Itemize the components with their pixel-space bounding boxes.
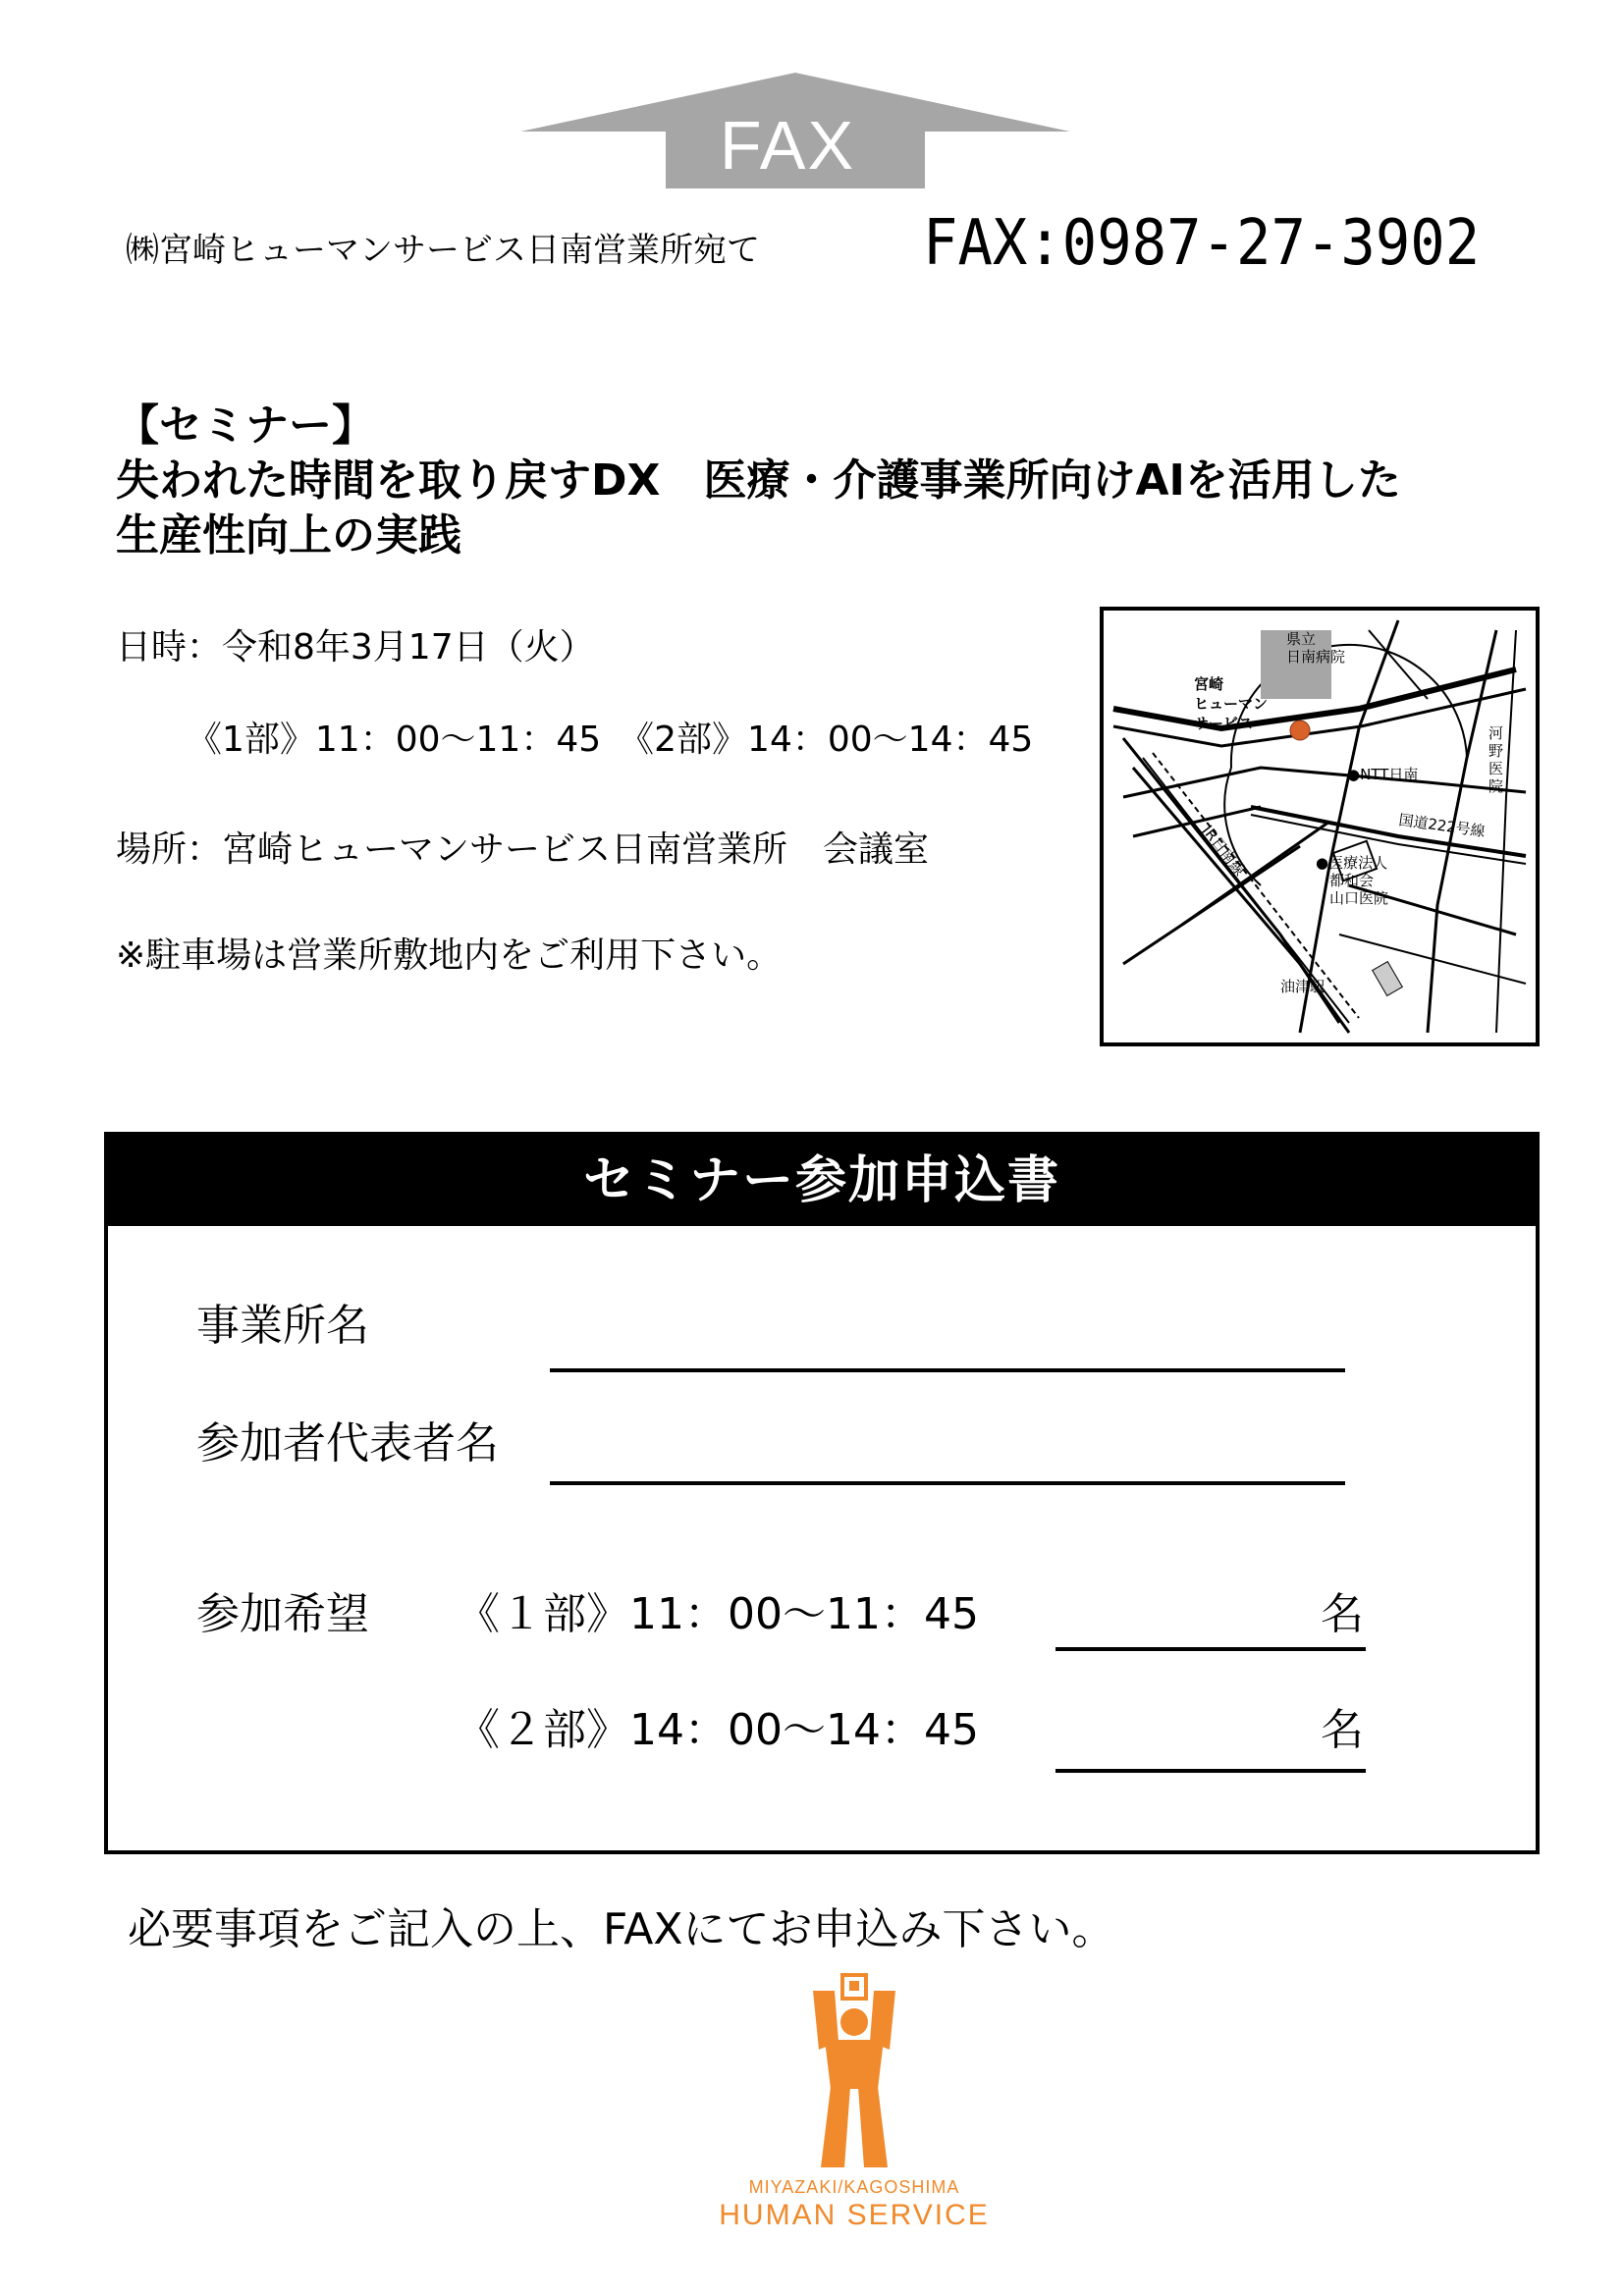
map-company-label-3: サービス [1194,715,1254,732]
map-clinic-label-3: 山口医院 [1329,889,1389,907]
map-company-label-1: 宮崎 [1194,675,1224,693]
footer-note: 必要事項をご記入の上、FAXにてお申込み下さい。 [128,1904,1115,1954]
session1-count-field[interactable] [1055,1647,1366,1651]
map-station-label: 油津駅 [1280,978,1325,995]
representative-name-field[interactable] [550,1481,1345,1485]
map-hospital-label-1: 県立 [1286,630,1317,648]
map-kouno-label-1: 河 [1488,724,1504,742]
map-clinic-label-2: 都和会 [1329,872,1375,889]
session2-label: 《２部》14：00～14：45 [457,1705,979,1755]
seminar-title-line1: 失われた時間を取り戻すDX 医療・介護事業所向けAIを活用した [116,455,1401,506]
session2-count-field[interactable] [1055,1769,1366,1773]
representative-name-label: 参加者代表者名 [196,1418,499,1468]
map-kouno-label-4: 院 [1488,777,1504,795]
map-kouno-label-3: 医 [1488,760,1504,777]
map-rail-label: JR日南線 [1198,822,1249,880]
office-name-field[interactable] [550,1368,1345,1372]
recipient: ㈱宮崎ヒューマンサービス日南営業所宛て [126,231,760,270]
logo-text-top: MIYAZAKI/KAGOSHIMA [748,2177,960,2197]
map-kouno-label-2: 野 [1488,742,1504,760]
seminar-place: 場所：宮崎ヒューマンサービス日南営業所 会議室 [116,829,930,870]
session1-label: 《１部》11：00～11：45 [457,1589,979,1639]
office-name-label: 事業所名 [196,1301,369,1351]
map-hospital-label-2: 日南病院 [1286,648,1346,666]
map-clinic-label-1: ●医療法人 [1316,854,1388,872]
seminar-datetime: 日時：令和8年3月17日（火） [116,627,595,667]
access-map [1100,607,1540,1046]
seminar-sessions: 《1部》11：00～11：45 《2部》14：00～14：45 [187,720,1034,760]
map-route-label: 国道222号線 [1397,811,1487,841]
seminar-title-line2: 生産性向上の実践 [116,510,461,561]
application-form [104,1132,1540,1854]
fax-number: FAX:0987-27-3902 [923,207,1481,280]
map-ntt-label: ●NTT日南 [1347,766,1419,783]
session2-unit: 名 [1321,1705,1364,1755]
map-company-label-2: ヒューマン [1194,695,1269,713]
logo-text-bottom: HUMAN SERVICE [719,2199,990,2231]
seminar-parking: ※駐車場は営業所敷地内をご利用下さい。 [116,935,783,976]
company-logo-figure [756,1971,952,2172]
fax-badge: FAX [719,107,856,184]
session1-unit: 名 [1321,1589,1364,1639]
form-header: セミナー参加申込書 [108,1136,1536,1226]
participation-wish-label: 参加希望 [196,1589,369,1639]
seminar-tag: 【セミナー】 [116,400,375,451]
